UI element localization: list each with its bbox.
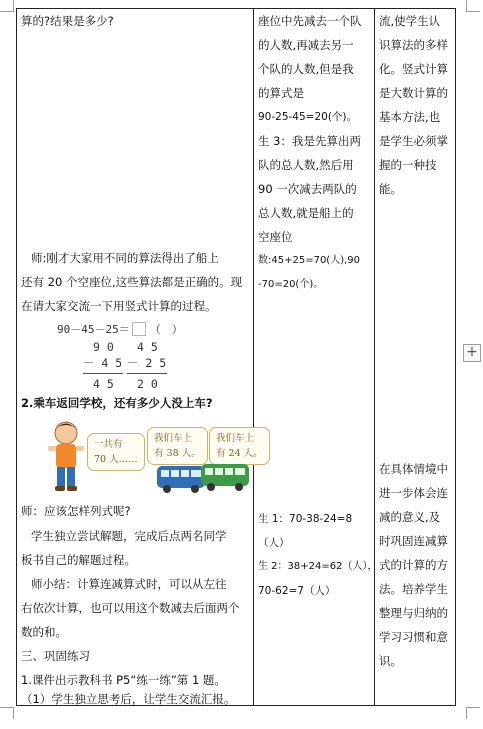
lesson-plan-table — [16, 8, 456, 706]
text-line: 个队的人数,但是我 — [258, 62, 354, 76]
text-line: 基本方法,也 — [379, 110, 441, 124]
answer-blank-box — [132, 322, 146, 336]
child-figure-illustration — [43, 419, 89, 495]
crop-mark-bottom-left — [0, 707, 14, 719]
text-line: 整理与归纳的 — [379, 606, 448, 620]
text-line: 座位中先减去一个队 — [258, 14, 362, 28]
bubble-line: 我们车上 — [216, 433, 255, 444]
text-line: 算的?结果是多少? — [21, 14, 114, 28]
calc-top: 4 5 — [137, 340, 158, 354]
text-line: 队的总人数,然后用 — [258, 158, 354, 172]
text-line: 的算式是 — [258, 86, 304, 100]
calc-rule — [83, 373, 123, 374]
expand-table-button[interactable] — [463, 344, 481, 362]
bubble-line: 我们车上 — [154, 433, 193, 444]
text-line: 还有 20 个空座位,这些算法都是正确的。现 — [21, 275, 243, 289]
text-line: 时巩固连减算 — [379, 534, 448, 548]
text-line: 空座位 — [258, 230, 293, 244]
text-line: 右依次计算，也可以用这个数减去后面两个 — [21, 601, 240, 615]
text-line: 握的一种技 — [379, 158, 437, 172]
text-line: 70-62=7（人） — [258, 585, 336, 597]
bubble-line: 70 人…… — [94, 454, 138, 465]
text-line: 在请大家交流一下用竖式计算的过程。 — [21, 299, 217, 313]
crop-mark-top-left — [0, 0, 14, 12]
text-line: 1.课件出示教科书 P5“练一练”第 1 题。 — [21, 673, 226, 687]
text-line: 生 1：70-38-24=8 — [258, 513, 353, 525]
text-line: （1）学生独立思考后，让学生交流汇报。 — [21, 692, 236, 706]
text-line: 90 一次减去两队的 — [258, 182, 357, 196]
speech-bubble — [147, 427, 208, 465]
crop-mark-bottom-right — [466, 707, 480, 719]
bubble-line: 有 24 人。 — [216, 448, 263, 459]
text-line: 识算法的多样 — [379, 38, 448, 52]
text-line: 识。 — [379, 654, 402, 668]
equation-text: 90－45－25＝ — [57, 323, 130, 336]
text-line: 总人数,就是船上的 — [258, 206, 354, 220]
text-line: 数:45+25=70(人),90 — [258, 255, 361, 266]
text-line: 是大数计算的 — [379, 86, 448, 100]
text-line: （人） — [258, 537, 290, 549]
calc-mid: － 2 5 — [127, 356, 167, 370]
text-line: -70=20(个)。 — [258, 279, 324, 290]
text-line: 生 3：我是先算出两 — [258, 134, 361, 148]
text-line: 师:刚才大家用不同的算法得出了船上 — [31, 251, 219, 265]
question-2: 2.乘车返回学校，还有多少人没上车? — [21, 396, 213, 410]
crop-mark-top-right — [466, 0, 480, 12]
text-line: 在具体情境中 — [379, 462, 448, 476]
plus-icon: + — [466, 344, 478, 360]
section-heading: 三、巩固练习 — [21, 649, 90, 663]
bubble-line: 有 38 人。 — [154, 448, 201, 459]
text-line: 流,使学生认 — [379, 14, 441, 28]
buses-illustration — [155, 461, 251, 495]
teaching-process-cell — [17, 9, 263, 706]
text-line: 师小结：计算连减算式时，可以从左往 — [31, 577, 227, 591]
text-line: 师：应该怎样列式呢? — [21, 504, 131, 518]
text-line: 的人数,再减去另一 — [258, 38, 354, 52]
text-line: 学习习惯和意 — [379, 630, 448, 644]
calc-result: 4 5 — [93, 377, 114, 391]
text-line: 进一步体会连 — [379, 486, 448, 500]
equation-line — [57, 318, 183, 342]
bubble-line: 一共有 — [94, 439, 123, 450]
design-intent-cell — [375, 9, 457, 705]
text-line: 是学生必须掌 — [379, 134, 448, 148]
text-line: 式的计算的方 — [379, 558, 448, 572]
text-line: 能。 — [379, 182, 402, 196]
speech-bubble — [87, 433, 145, 471]
text-line: 90-25-45=20(个)。 — [258, 111, 358, 123]
student-activity-cell — [254, 9, 378, 705]
text-line: 板书自己的解题过程。 — [21, 553, 136, 567]
text-line: 数的和。 — [21, 625, 67, 639]
calc-mid: － 4 5 — [83, 356, 123, 370]
calc-top: 9 0 — [93, 340, 114, 354]
equation-parentheses: （ ） — [149, 323, 183, 336]
text-line: 生 2：38+24=62（人）， — [258, 561, 378, 572]
text-line: 学生独立尝试解题，完成后点两名同学 — [31, 529, 227, 543]
text-line: 减的意义,及 — [379, 510, 441, 524]
text-line: 法。培养学生 — [379, 582, 448, 596]
calc-result: 2 0 — [137, 377, 158, 391]
text-line: 化。竖式计算 — [379, 62, 448, 76]
calc-rule — [127, 373, 167, 374]
